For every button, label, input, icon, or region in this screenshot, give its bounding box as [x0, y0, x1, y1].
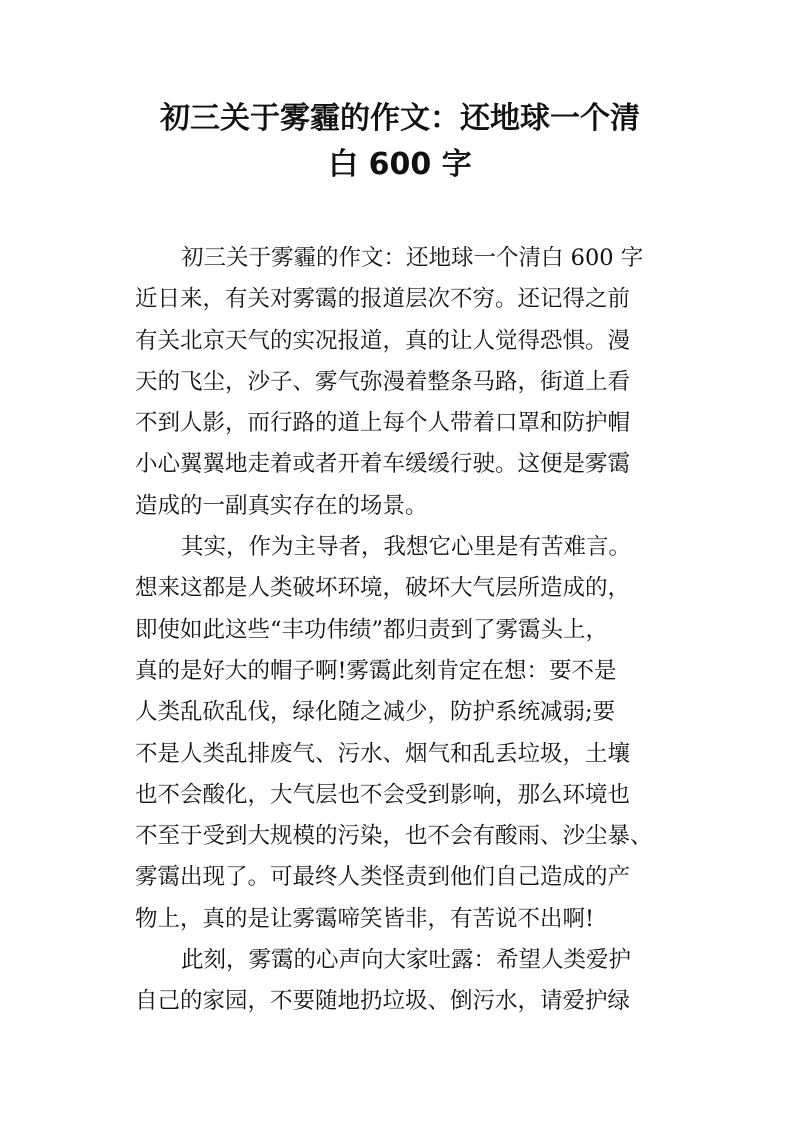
title-line: 初三关于雾霾的作文：还地球一个清: [160, 101, 640, 136]
text-line: 小心翼翼地走着或者开着车缓缓行驶。这便是雾霭: [135, 451, 631, 478]
text-line: 想来这都是人类破坏环境，破坏大气层所造成的，: [135, 575, 631, 602]
text-line: 有关北京天气的实况报道，真的让人觉得恐惧。漫: [135, 327, 631, 354]
document-body: [135, 238, 695, 1023]
text-line: 不至于受到大规模的污染，也不会有酸雨、沙尘暴、: [135, 823, 653, 850]
text-line: 近日来，有关对雾霭的报道层次不穷。还记得之前: [135, 286, 631, 313]
title-line: 白 600 字: [328, 147, 472, 182]
document-title: [120, 96, 680, 188]
text-line: 也不会酸化，大气层也不会受到影响，那么环境也: [135, 781, 631, 808]
text-line: 自己的家园，不要随地扔垃圾、倒污水，请爱护绿: [135, 988, 631, 1015]
text-line: 初三关于雾霾的作文：还地球一个清白 600 字: [181, 245, 644, 271]
text-line: 真的是好大的帽子啊!雾霭此刻肯定在想：要不是: [135, 657, 617, 684]
text-line: 人类乱砍乱伐，绿化随之减少，防护系统减弱;要: [135, 699, 616, 726]
text-line: 其实，作为主导者，我想它心里是有苦难言。: [181, 534, 632, 561]
text-line: 即使如此这些“丰功伟绩”都归责到了雾霭头上，: [135, 616, 609, 643]
text-line: 不是人类乱排废气、污水、烟气和乱丢垃圾，土壤: [135, 740, 631, 767]
paragraph-2: [135, 527, 695, 940]
text-line: 此刻，雾霭的心声向大家吐露：希望人类爱护: [181, 947, 632, 974]
paragraph-3: [135, 940, 695, 1023]
text-line: 物上，真的是让雾霭啼笑皆非，有苦说不出啊!: [135, 905, 595, 932]
paragraph-1: [135, 238, 695, 527]
text-line: 不到人影，而行路的道上每个人带着口罩和防护帽: [135, 410, 631, 437]
text-line: 造成的一副真实存在的场景。: [135, 492, 428, 519]
text-line: 雾霭出现了。可最终人类怪责到他们自己造成的产: [135, 864, 631, 891]
text-line: 天的飞尘，沙子、雾气弥漫着整条马路，街道上看: [135, 368, 631, 395]
